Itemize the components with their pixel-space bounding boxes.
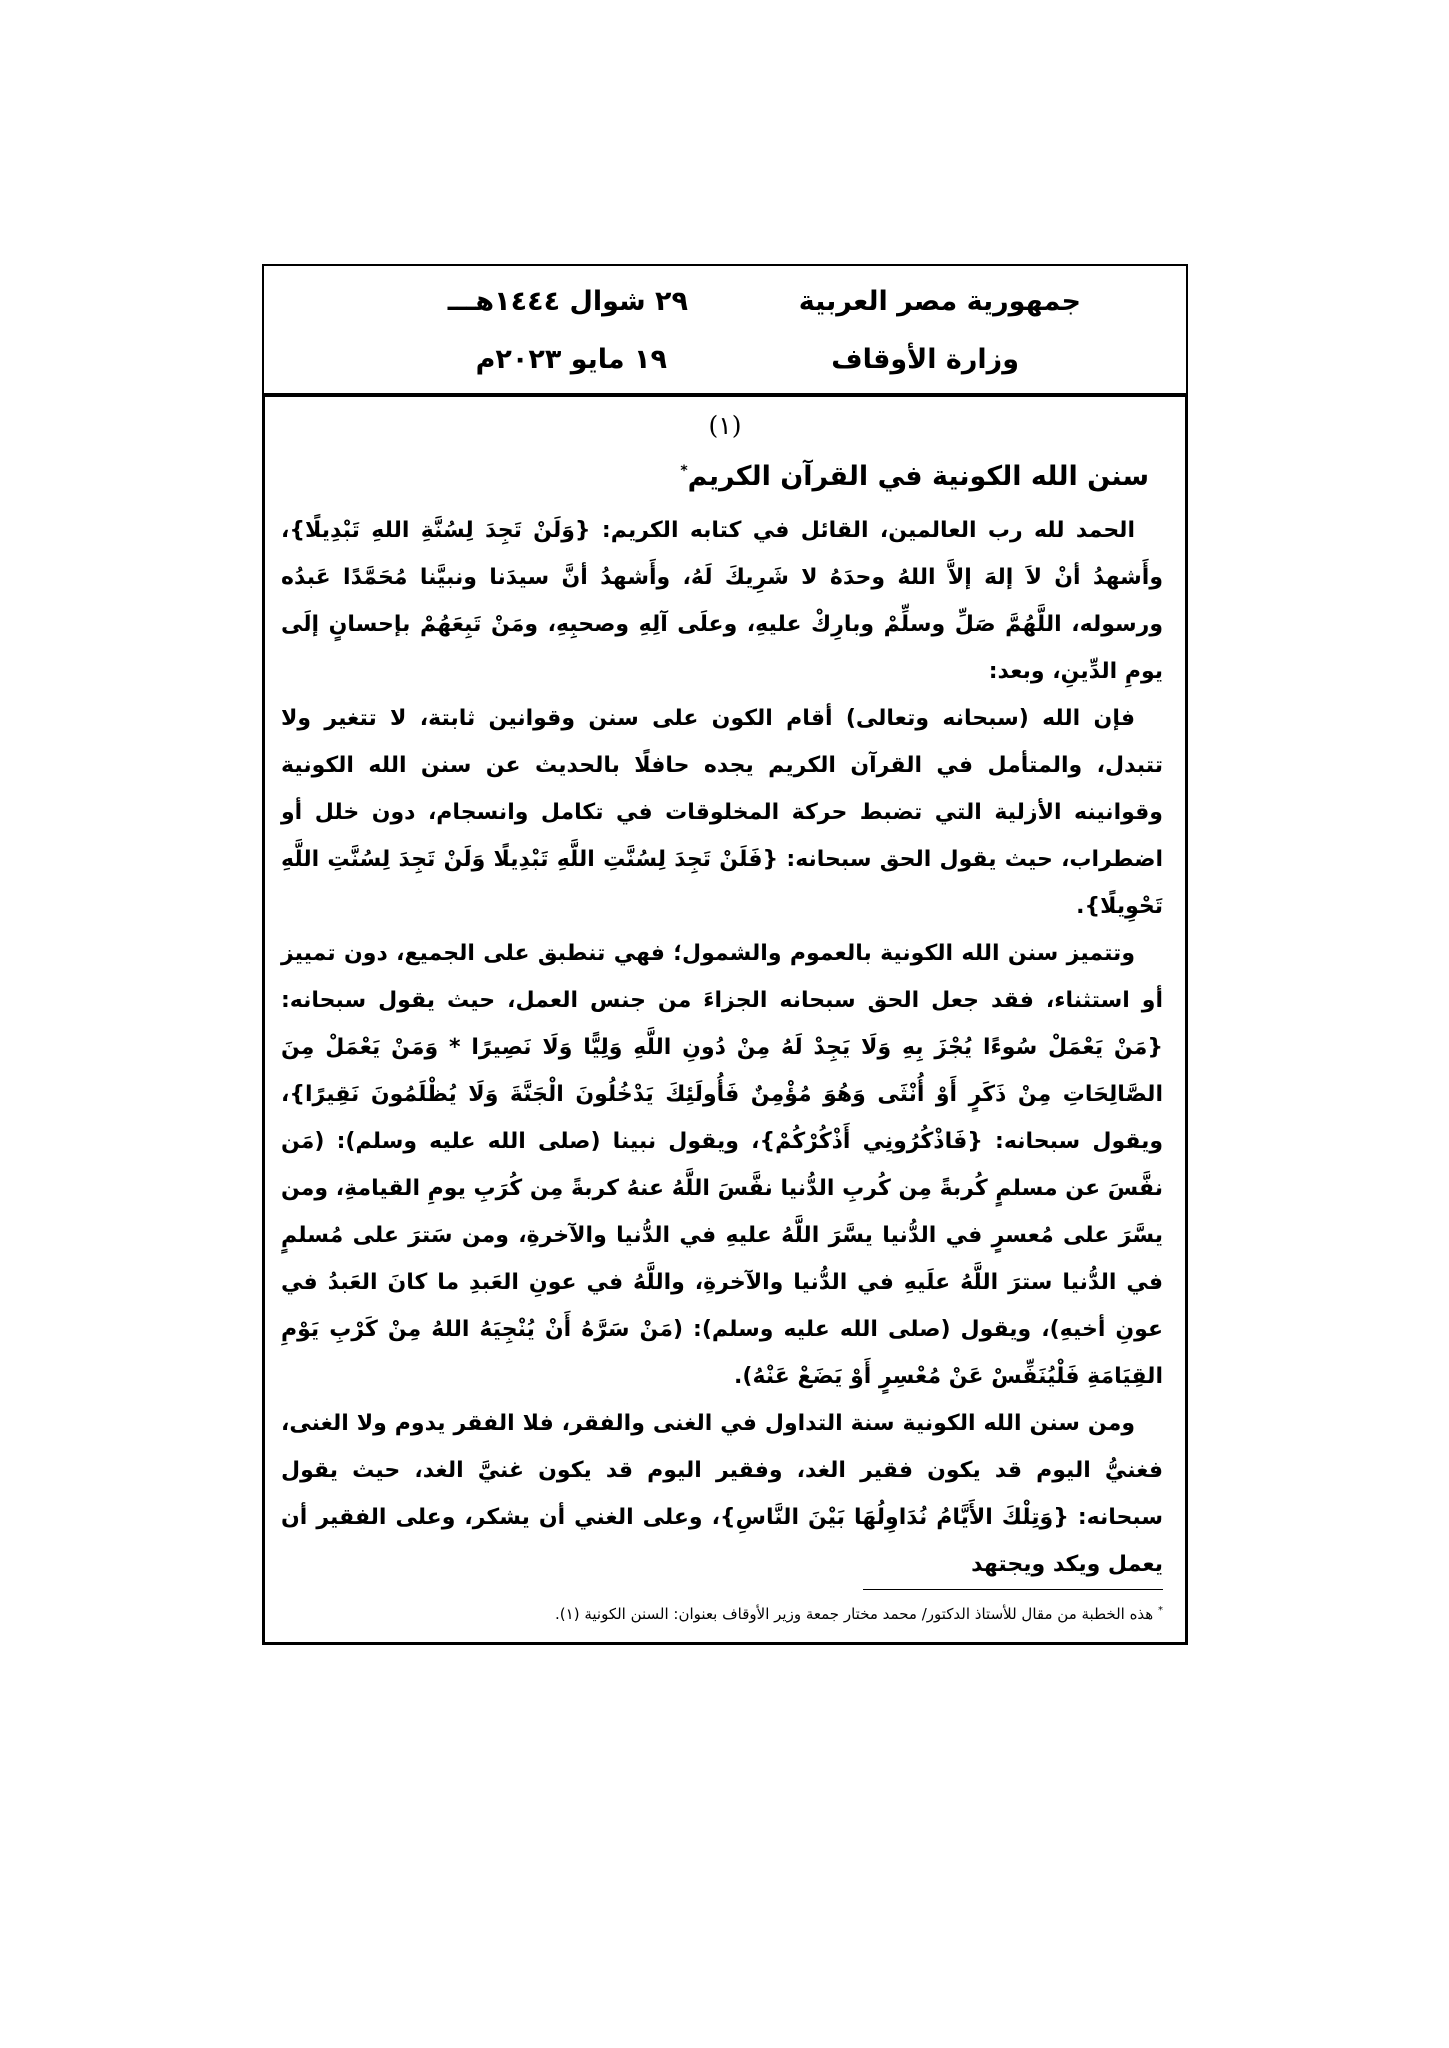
sermon-body: [262, 395, 1188, 1645]
country-name: جمهورية مصر العربية: [798, 286, 1081, 317]
paragraph-opening: الحمد لله رب العالمين، القائل في كتابه الكريم: {وَلَنْ تَجِدَ لِسُنَّةِ اللهِ تَبْدِيلًا}، وأَشهدُ أنْ لاَ إلهَ إلاَّ اللهُ وحدَهُ لا شَرِيكَ لَهُ، وأَشهدُ أنَّ سيدَنا ونبيَّنا مُحَمَّدًا عَبدُه ورسوله، اللَّهُمَّ صَلِّ وسلِّمْ وبارِكْ عليهِ، وعلَى آلِهِ وصحبِهِ، ومَنْ تَبِعَهُمْ بإحسانٍ إلَى يومِ الدِّينِ، وبعد:: [281, 518, 1163, 684]
ministry-name: وزارة الأوقاف: [831, 344, 1019, 375]
footnote: [555, 1599, 1163, 1626]
footnote-text: هذه الخطبة من مقال للأستاذ الدكتور/ محمد مختار جمعة وزير الأوقاف بعنوان: السنن الكونية (١).: [555, 1605, 1154, 1623]
paragraph-laws: فإن الله (سبحانه وتعالى) أقام الكون على سنن وقوانين ثابتة، لا تتغير ولا تتبدل، والمتأمل في القرآن الكريم يجده حافلًا بالحديث عن سنن الله الكونية وقوانينه الأزلية التي تضبط حركة المخلوقات في تكامل وانسجام، دون خلل أو اضطراب، حيث يقول الحق سبحانه: {فَلَنْ تَجِدَ لِسُنَّتِ اللَّهِ تَبْدِيلًا وَلَنْ تَجِدَ لِسُنَّتِ اللَّهِ تَحْوِيلًا}.: [281, 706, 1163, 919]
sermon-title: [680, 461, 1149, 492]
paragraph-universality: وتتميز سنن الله الكونية بالعموم والشمول؛ فهي تنطبق على الجميع، دون تمييز أو استثناء، فقد جعل الحق سبحانه الجزاءَ من جنس العمل، حيث يقول سبحانه: {مَنْ يَعْمَلْ سُوءًا يُجْزَ بِهِ وَلَا يَجِدْ لَهُ مِنْ دُونِ اللَّهِ وَلِيًّا وَلَا نَصِيرًا * وَمَنْ يَعْمَلْ مِنَ الصَّالِحَاتِ مِنْ ذَكَرٍ أَوْ أُنْثَى وَهُوَ مُؤْمِنٌ فَأُولَئِكَ يَدْخُلُونَ الْجَنَّةَ وَلَا يُظْلَمُونَ نَقِيرًا}، ويقول سبحانه: {فَاذْكُرُونِي أَذْكُرْكُمْ}، ويقول نبينا (صلى الله عليه وسلم): (مَن نفَّسَ عن مسلمٍ كُربةً مِن كُربِ الدُّنيا نفَّسَ اللَّهُ عنهُ كربةً مِن كُرَبِ يومِ القيامةِ، ومن يسَّرَ على مُعسرٍ في الدُّنيا يسَّرَ اللَّهُ عليهِ في الدُّنيا والآخرةِ، ومن سَترَ على مُسلمٍ في الدُّنيا سترَ اللَّهُ علَيهِ في الدُّنيا والآخرةِ، واللَّهُ في عونِ العَبدِ ما كانَ العَبدُ في عونِ أخيهِ)، ويقول (صلى الله عليه وسلم): (مَنْ سَرَّهُ أَنْ يُنْجِيَهُ اللهُ مِنْ كَرْبِ يَوْمِ القِيَامَةِ فَلْيُنَفِّسْ عَنْ مُعْسِرٍ أَوْ يَضَعْ عَنْهُ).: [281, 941, 1163, 1389]
hijri-date: ٢٩ شوال ١٤٤٤هـــ: [447, 286, 688, 317]
paragraph-alternation: ومن سنن الله الكونية سنة التداول في الغنى والفقر، فلا الفقر يدوم ولا الغنى، فغنيُّ اليوم قد يكون فقير الغد، وفقير اليوم قد يكون غنيَّ الغد، حيث يقول سبحانه: {وَتِلْكَ الأَيَّامُ نُدَاوِلُهَا بَيْنَ النَّاسِ}، وعلى الغني أن يشكر، وعلى الفقير أن يعمل ويكد ويجتهد: [281, 1411, 1163, 1577]
footnote-divider: [863, 1589, 1163, 1590]
sermon-text: [281, 507, 1163, 1588]
sermon-number: (١): [708, 411, 742, 440]
gregorian-date: ١٩ مايو ٢٠٢٣م: [475, 344, 667, 375]
sermon-title-text: سنن الله الكونية في القرآن الكريم: [687, 461, 1149, 492]
title-footnote-marker: *: [680, 463, 688, 479]
footnote-marker: *: [1158, 1605, 1163, 1616]
document-header: [262, 264, 1188, 395]
